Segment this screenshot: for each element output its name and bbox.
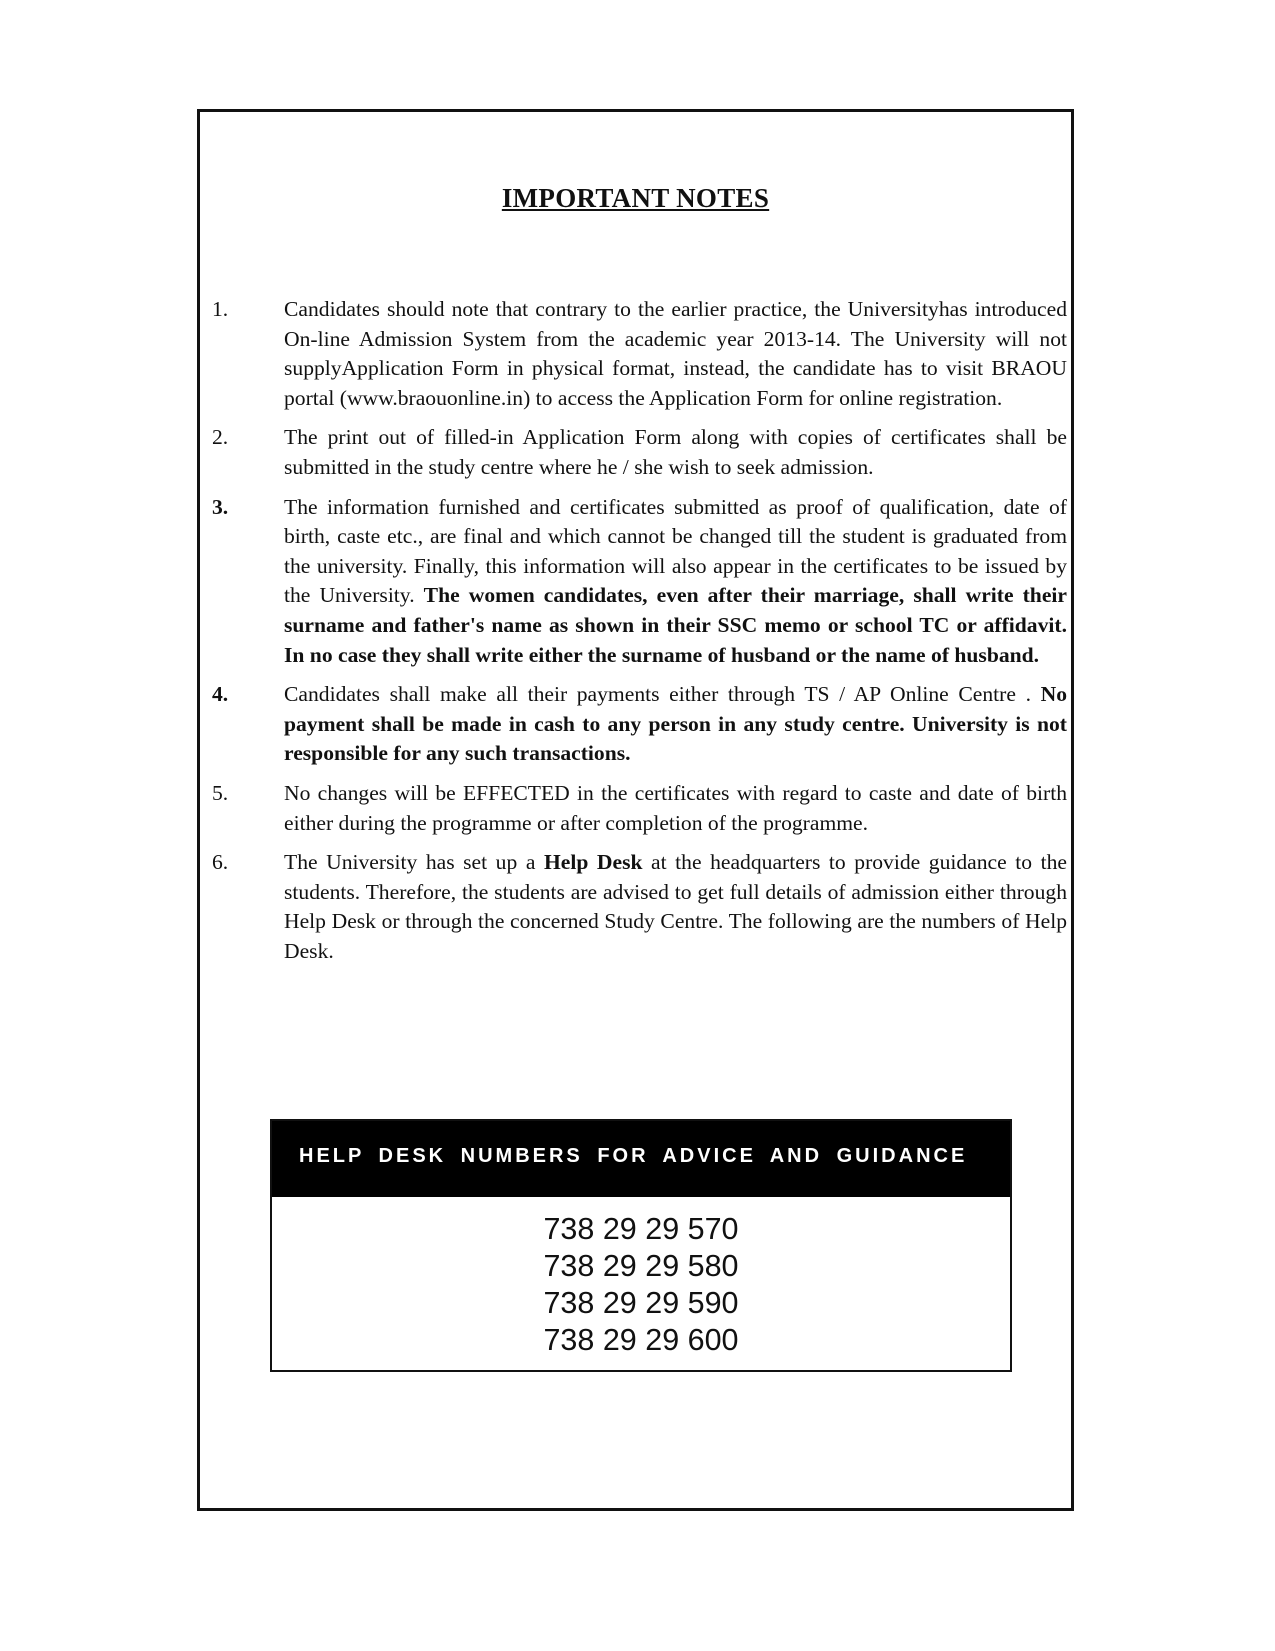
notes-list <box>212 295 1067 976</box>
note-item <box>212 779 1067 838</box>
help-desk-heading: HELP DESK NUMBERS FOR ADVICE AND GUIDANCE <box>272 1121 1010 1197</box>
note-number: 1. <box>212 297 229 321</box>
note-text-bold: The women candidates, even after their marriage, shall write their surname and father's name as shown in their SSC memo or school TC or affidavit. In no case they shall write either the surname of husband or the name of husband. <box>284 583 1067 667</box>
note-text: Candidates should note that contrary to the earlier practice, the Universityhas introduced On-line Admission System from the academic year 2013-14. The University will not supplyApplication Form in physical format, instead, the candidate has to visit BRAOU portal (www.braouonline.in) to access the Application Form for online registration. <box>284 297 1067 410</box>
note-item <box>212 423 1067 482</box>
note-text-bold: Help Desk <box>543 850 643 875</box>
help-desk-phone-number: 738 29 29 580 <box>543 1249 739 1283</box>
note-item <box>212 295 1067 413</box>
help-desk-phone-number: 738 29 29 600 <box>543 1323 739 1357</box>
note-item <box>212 848 1067 966</box>
help-desk-box <box>270 1119 1012 1372</box>
note-text: The information furnished and certificates submitted as proof of qualification, date of birth, caste etc., are final and which cannot be changed till the student is graduated from the university. Finally, this information will also appear in the certificates to be issued by the University. <box>284 494 1067 608</box>
page-title: IMPORTANT NOTES <box>501 183 770 213</box>
note-text: at the headquarters to provide guidance to the students. Therefore, the students are advised to get full details of admission either through Help Desk or through the concerned Study Centre. The following are the numbers of Help Desk. <box>284 850 1067 963</box>
note-number: 5. <box>212 780 229 805</box>
note-number: 4. <box>212 682 229 707</box>
note-text-bold: No payment shall be made in cash to any person in any study centre. University is not responsible for any such transactions. <box>284 682 1067 766</box>
page-border-frame <box>197 109 1074 1511</box>
note-text: The University has set up a <box>284 850 544 875</box>
note-number: 2. <box>212 425 229 450</box>
note-text: No changes will be EFFECTED in the certificates with regard to caste and date of birth either during the programme or after completion of the programme. <box>284 780 1067 835</box>
note-item <box>212 493 1067 671</box>
help-desk-phone-number: 738 29 29 570 <box>543 1212 739 1246</box>
note-text: The print out of filled-in Application Form along with copies of certificates shall be submitted in the study centre where he / she wish to seek admission. <box>284 425 1067 479</box>
note-item <box>212 680 1067 769</box>
help-desk-phone-number: 738 29 29 590 <box>543 1286 739 1320</box>
help-desk-numbers <box>272 1197 1010 1359</box>
note-text: Candidates shall make all their payments either through TS / AP Online Centre . <box>284 682 1041 707</box>
note-number: 3. <box>212 494 229 519</box>
note-number: 6. <box>212 850 229 875</box>
